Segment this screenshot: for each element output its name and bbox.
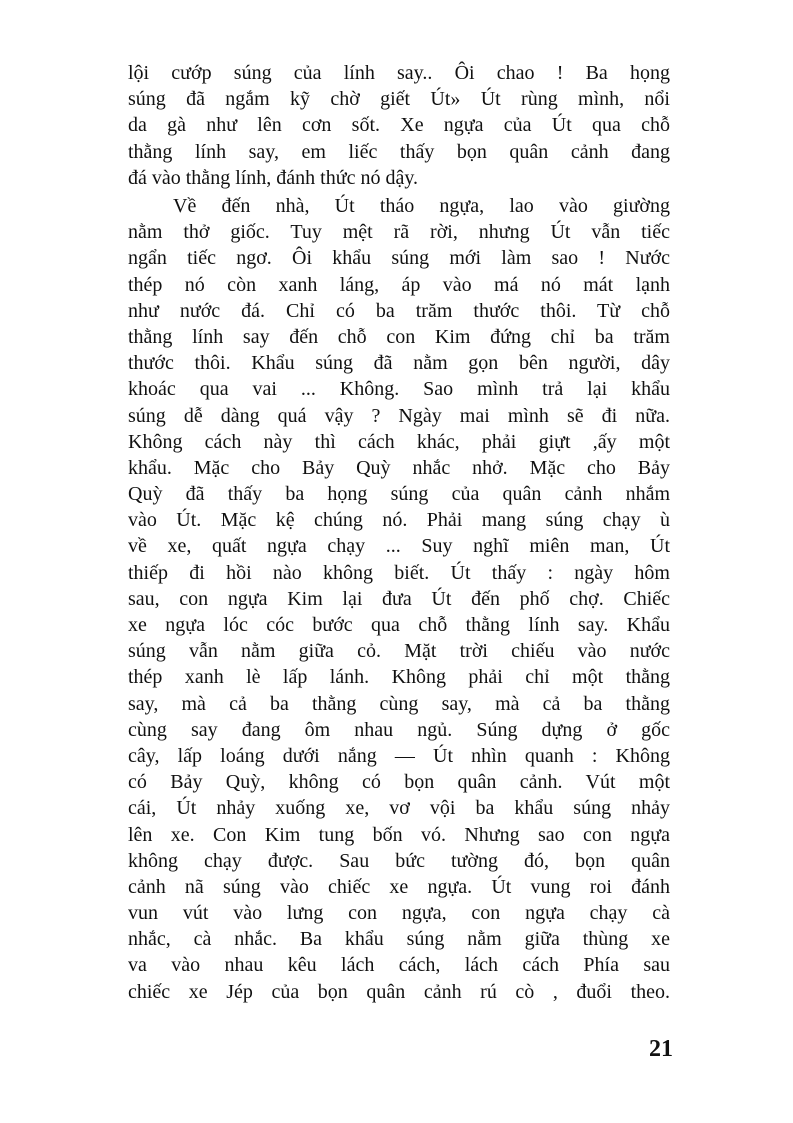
text-line: ngẩn tiếc ngơ. Ôi khẩu súng mới làm sao ! Nước xyxy=(128,247,670,270)
paragraph-1 xyxy=(128,60,670,191)
text-line: thằng lính say đến chỗ con Kim đứng chỉ ba trăm xyxy=(128,325,670,348)
text-line: say, mà cả ba thằng cùng say, mà cả ba thằng xyxy=(128,692,670,715)
text-line: Về đến nhà, Út tháo ngựa, lao vào giường xyxy=(173,195,670,217)
text-line: chiếc xe Jép của bọn quân cảnh rú cò , đuổi theo. xyxy=(128,980,670,1003)
text-line: Không cách này thì cách khác, phải giựt ,ấy một xyxy=(128,430,670,453)
text-line: về xe, quất ngựa chạy ... Suy nghĩ miên man, Út xyxy=(128,535,670,558)
text-line: thép xanh lè lấp lánh. Không phải chỉ một thằng xyxy=(128,666,670,689)
text-line: không chạy được. Sau bức tường đó, bọn quân xyxy=(128,849,670,872)
paragraph-2 xyxy=(128,193,670,1005)
text-line: Quỳ đã thấy ba họng súng của quân cảnh nhắm xyxy=(128,483,670,506)
text-line: cái, Út nhảy xuống xe, vơ vội ba khẩu súng nhảy xyxy=(128,797,670,820)
text-line: thiếp đi hồi nào không biết. Út thấy : ngày hôm xyxy=(128,561,670,584)
text-line: súng vẫn nằm giữa cỏ. Mặt trời chiếu vào nước xyxy=(128,640,670,663)
page-number: 21 xyxy=(649,1036,673,1062)
text-line: sau, con ngựa Kim lại đưa Út đến phố chợ. Chiếc xyxy=(128,587,670,610)
text-line: súng đã ngắm kỹ chờ giết Út» Út rùng mình, nổi xyxy=(128,88,670,111)
text-line: cây, lấp loáng dưới nắng — Út nhìn quanh : Không xyxy=(128,744,670,767)
text-line: vào Út. Mặc kệ chúng nó. Phải mang súng chạy ù xyxy=(128,509,670,532)
text-line: va vào nhau kêu lách cách, lách cách Phía sau xyxy=(128,954,670,977)
text-line: thép nó còn xanh láng, áp vào má nó mát lạnh xyxy=(128,273,670,296)
text-line: xe ngựa lóc cóc bước qua chỗ thằng lính say. Khẩu xyxy=(128,614,670,636)
text-line: như nước đá. Chỉ có ba trăm thước thôi. Từ chỗ xyxy=(128,299,670,322)
text-line: thằng lính say, em liếc thấy bọn quân cảnh đang xyxy=(128,140,670,163)
text-line: lội cướp súng của lính say.. Ôi chao ! Ba họng xyxy=(128,62,670,84)
text-line: cùng say đang ôm nhau ngủ. Súng dựng ở gốc xyxy=(128,718,670,741)
text-line: súng dễ dàng quá vậy ? Ngày mai mình sẽ đi nữa. xyxy=(128,404,670,427)
text-line: nhắc, cà nhắc. Ba khẩu súng nằm giữa thùng xe xyxy=(128,928,670,951)
text-line: cảnh nã súng vào chiếc xe ngựa. Út vung roi đánh xyxy=(128,875,670,898)
text-line: da gà như lên cơn sốt. Xe ngựa của Út qua chỗ xyxy=(128,114,670,137)
text-line: có Bảy Quỳ, không có bọn quân cảnh. Vút một xyxy=(128,771,670,794)
text-line: lên xe. Con Kim tung bốn vó. Nhưng sao con ngựa xyxy=(128,823,670,846)
text-line: thước thôi. Khẩu súng đã nằm gọn bên người, dây xyxy=(128,352,670,375)
text-line: khoác qua vai ... Không. Sao mình trả lại khẩu xyxy=(128,378,670,401)
text-line: vun vút vào lưng con ngựa, con ngựa chạy cà xyxy=(128,902,670,925)
text-line: khẩu. Mặc cho Bảy Quỳ nhắc nhở. Mặc cho Bảy xyxy=(128,456,670,479)
text-line: đá vào thằng lính, đánh thức nó dậy. xyxy=(128,166,419,189)
text-line: nằm thở giốc. Tuy mệt rã rời, nhưng Út vẫn tiếc xyxy=(128,221,670,244)
